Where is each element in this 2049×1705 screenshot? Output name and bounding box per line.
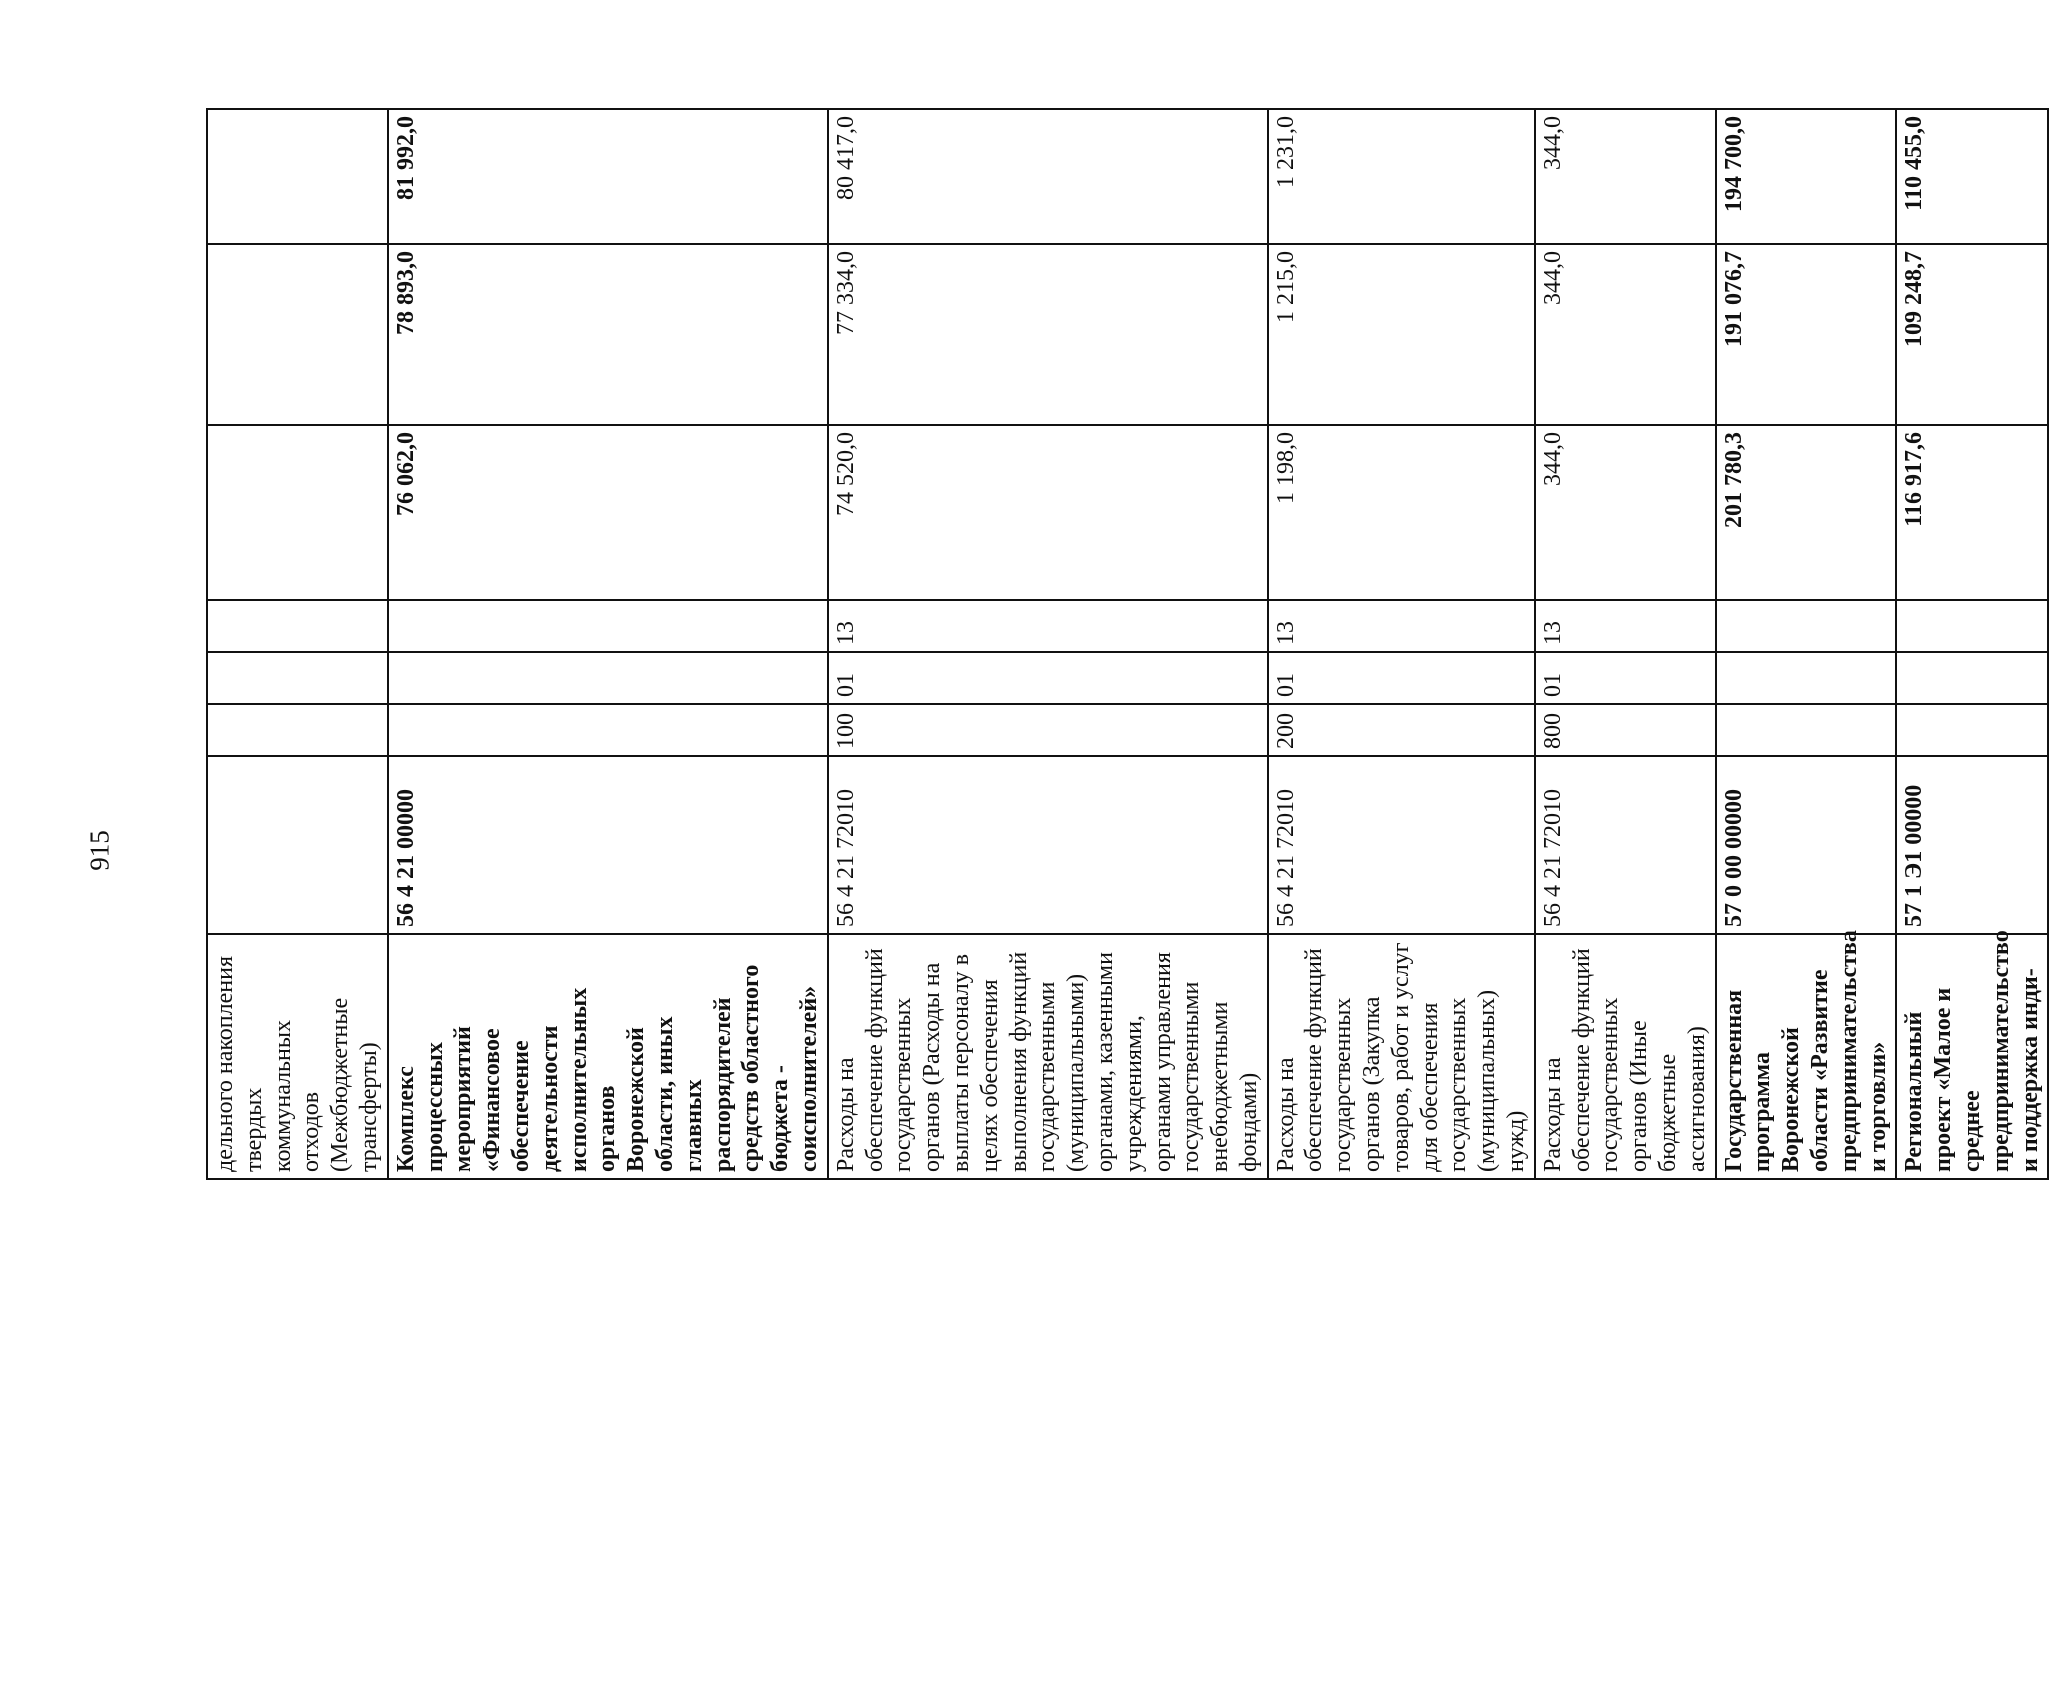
row-vr: 800 (1535, 704, 1716, 756)
page-number: 915 (84, 830, 115, 871)
row-2025 (207, 244, 388, 425)
row-rz (1716, 652, 1897, 704)
row-csr: 57 0 00 00000 (1716, 756, 1897, 934)
row-2024: 116 917,6 (1896, 425, 2048, 600)
row-csr: 56 4 21 00000 (388, 756, 828, 934)
row-2026: 344,0 (1535, 109, 1716, 244)
row-name: Расходы на обеспечение функций государственных органов (Расходы на выплаты персоналу в целях обеспечения выполнения функций государственными (муниципальными) органами, казенными учреждениями, органами управления государственными внебюджетными фондами) (828, 934, 1268, 1179)
row-name: Региональный проект «Малое и среднее предпринимательство и поддержка инди- (1896, 934, 2048, 1179)
row-pr (1896, 600, 2048, 652)
row-rz (1896, 652, 2048, 704)
table-row (828, 109, 1268, 1179)
budget-table (206, 108, 2049, 1180)
table-row (388, 109, 828, 1179)
row-pr: 13 (1268, 600, 1535, 652)
row-2026: 81 992,0 (388, 109, 828, 244)
row-2024 (207, 425, 388, 600)
row-vr: 100 (828, 704, 1268, 756)
row-2024: 1 198,0 (1268, 425, 1535, 600)
table-row (1535, 109, 1716, 1179)
row-rz: 01 (828, 652, 1268, 704)
row-2024: 201 780,3 (1716, 425, 1897, 600)
row-2026: 1 231,0 (1268, 109, 1535, 244)
row-2025: 109 248,7 (1896, 244, 2048, 425)
row-2026: 194 700,0 (1716, 109, 1897, 244)
row-name: Расходы на обеспечение функций государственных органов (Закупка товаров, работ и услуг для обеспечения государственных (муниципальных) нужд) (1268, 934, 1535, 1179)
row-rz: 01 (1535, 652, 1716, 704)
row-vr (207, 704, 388, 756)
row-name: Комплекс процессных мероприятий «Финансовое обеспечение деятельности исполнительных органов Воронежской области, иных главных распорядителей средств областного бюджета - соисполнителей» (388, 934, 828, 1179)
row-pr: 13 (1535, 600, 1716, 652)
table-row (207, 109, 388, 1179)
row-2026: 110 455,0 (1896, 109, 2048, 244)
rotated-table-wrapper (206, 110, 2043, 1180)
row-csr (207, 756, 388, 934)
row-2026: 80 417,0 (828, 109, 1268, 244)
table-row (1268, 109, 1535, 1179)
row-rz (388, 652, 828, 704)
row-vr (1896, 704, 2048, 756)
row-pr: 13 (828, 600, 1268, 652)
row-2024: 344,0 (1535, 425, 1716, 600)
row-2025: 78 893,0 (388, 244, 828, 425)
row-name: дельного накопления твердых коммунальных отходов (Межбюджетные трансферты) (207, 934, 388, 1179)
row-pr (1716, 600, 1897, 652)
row-name: Государственная программа Воронежской области «Развитие предпринимательства и торговли» (1716, 934, 1897, 1179)
row-2025: 344,0 (1535, 244, 1716, 425)
row-vr (388, 704, 828, 756)
row-2025: 77 334,0 (828, 244, 1268, 425)
row-name: Расходы на обеспечение функций государственных органов (Иные бюджетные ассигнования) (1535, 934, 1716, 1179)
row-csr: 56 4 21 72010 (828, 756, 1268, 934)
table-row (1896, 109, 2048, 1179)
row-pr (207, 600, 388, 652)
row-pr (388, 600, 828, 652)
row-csr: 57 1 Э1 00000 (1896, 756, 2048, 934)
row-rz: 01 (1268, 652, 1535, 704)
row-csr: 56 4 21 72010 (1268, 756, 1535, 934)
row-2026 (207, 109, 388, 244)
row-vr: 200 (1268, 704, 1535, 756)
row-2025: 191 076,7 (1716, 244, 1897, 425)
row-vr (1716, 704, 1897, 756)
row-csr: 56 4 21 72010 (1535, 756, 1716, 934)
row-2024: 76 062,0 (388, 425, 828, 600)
row-2025: 1 215,0 (1268, 244, 1535, 425)
row-2024: 74 520,0 (828, 425, 1268, 600)
table-row (1716, 109, 1897, 1179)
row-rz (207, 652, 388, 704)
